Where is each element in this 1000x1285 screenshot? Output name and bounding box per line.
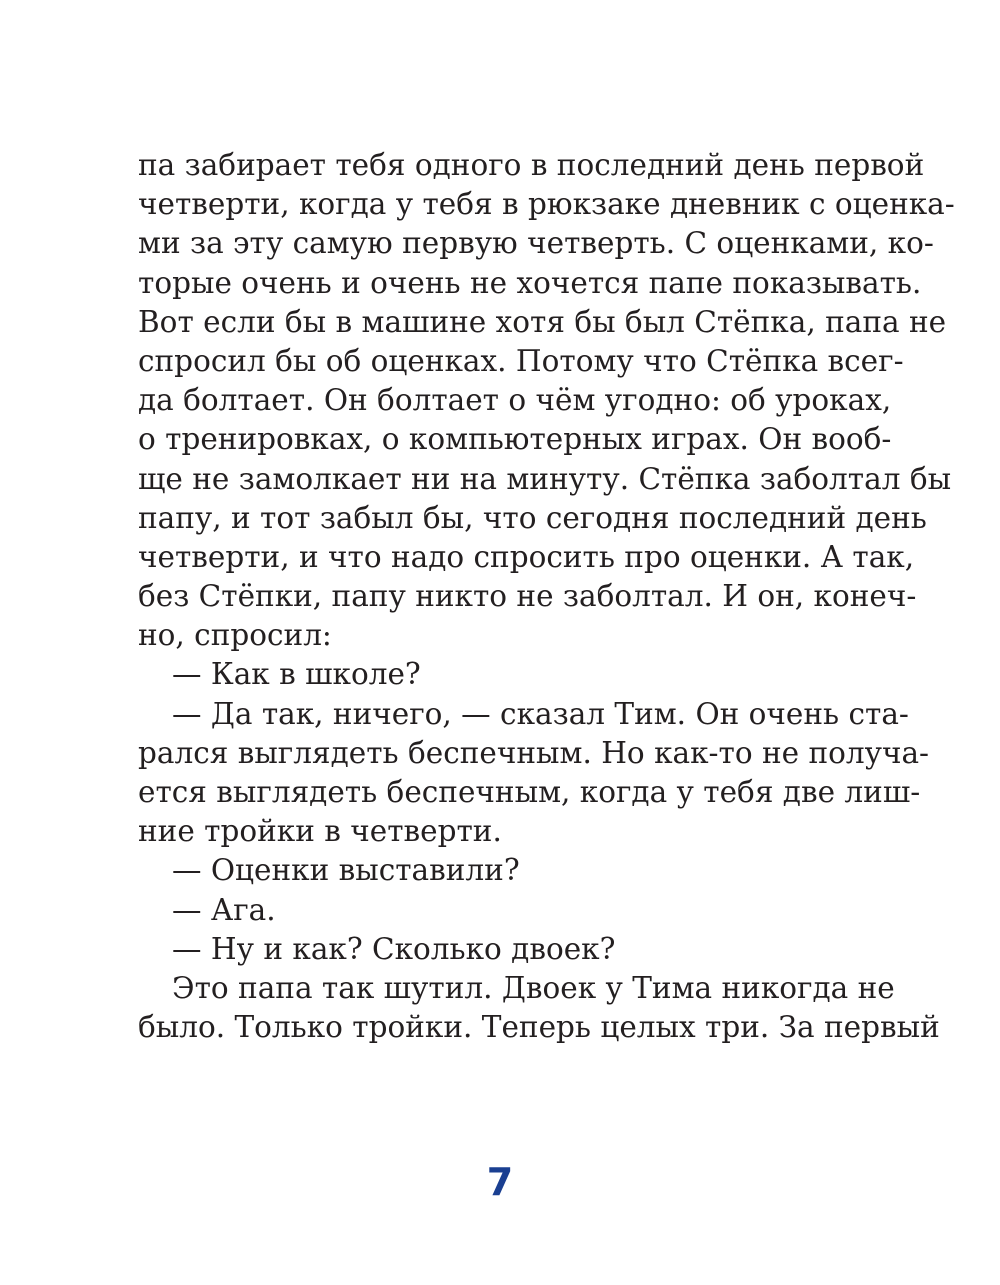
text-line: четверти, когда у тебя в рюкзаке дневник с оценка-	[138, 187, 955, 222]
dialogue-line: — Да так, ничего, — сказал Тим. Он очень ста-	[172, 696, 909, 731]
text-line: торые очень и очень не хочется папе показывать.	[138, 265, 922, 300]
text-line: да болтает. Он болтает о чём угодно: об уроках,	[138, 383, 892, 418]
text-line: папу, и тот забыл бы, что сегодня последний день	[138, 500, 927, 535]
dialogue-line: — Ну и как? Сколько двоек?	[172, 931, 616, 966]
text-line: Вот если бы в машине хотя бы был Стёпка, папа не	[138, 304, 947, 339]
text-line: рался выглядеть беспечным. Но как-то не получа-	[138, 735, 930, 770]
text-line: но, спросил:	[138, 618, 332, 653]
text-line: спросил бы об оценках. Потому что Стёпка всег-	[138, 343, 904, 378]
text-line: ще не замолкает ни на минуту. Стёпка заболтал бы	[138, 461, 952, 496]
dialogue-line: — Как в школе?	[172, 657, 421, 692]
text-line: па забирает тебя одного в последний день первой	[138, 148, 925, 182]
page-number: 7	[486, 1160, 514, 1204]
text-line: ние тройки в четверти.	[138, 814, 502, 849]
text-line: ется выглядеть беспечным, когда у тебя две лиш-	[138, 775, 921, 809]
text-line: четверти, и что надо спросить про оценки. А так,	[138, 539, 915, 574]
paragraph-start-line: Это папа так шутил. Двоек у Тима никогда не	[172, 970, 895, 1005]
dialogue-line: — Ага.	[172, 892, 276, 927]
text-line: было. Только тройки. Теперь целых три. За первый	[138, 1010, 940, 1045]
text-line: ми за эту самую первую четверть. С оценками, ко-	[138, 226, 934, 261]
text-line: о тренировках, о компьютерных играх. Он вооб-	[138, 422, 892, 457]
text-line: без Стёпки, папу никто не заболтал. И он, конеч-	[138, 579, 917, 614]
dialogue-line: — Оценки выставили?	[172, 853, 520, 888]
body-text	[138, 146, 955, 1047]
